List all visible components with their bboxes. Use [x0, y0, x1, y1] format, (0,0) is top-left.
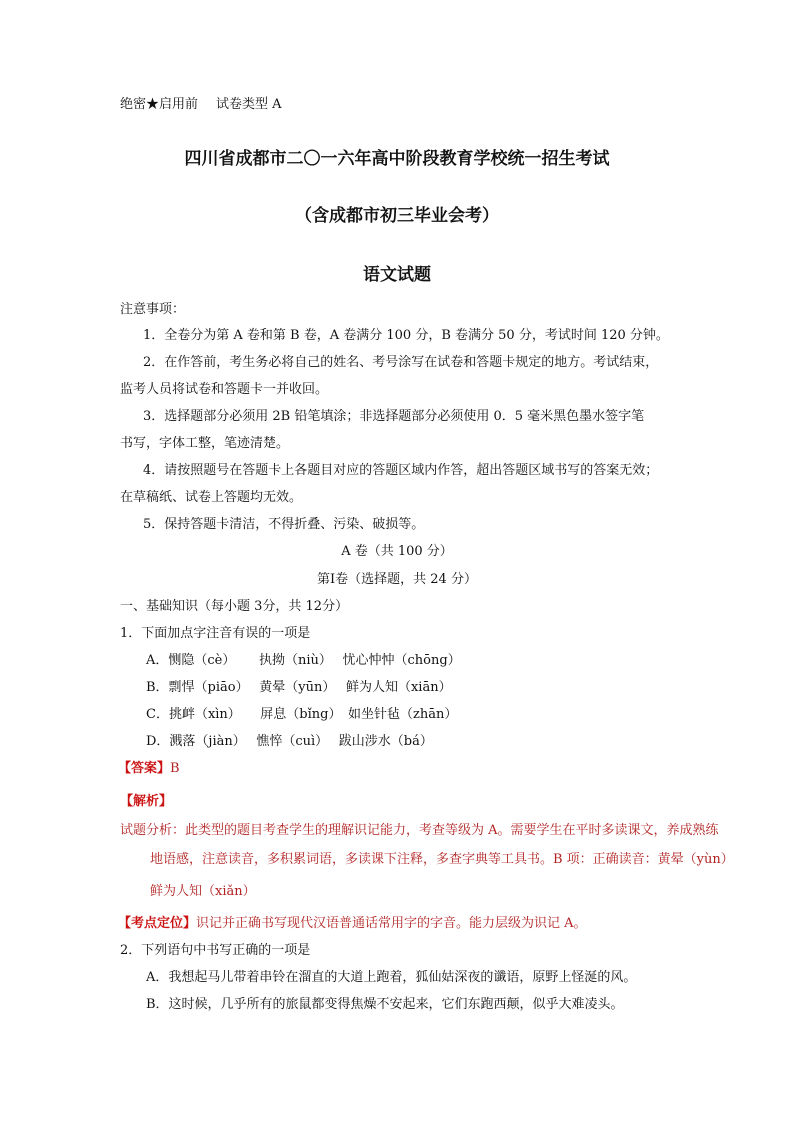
sub-title: （含成都市初三毕业会考）	[295, 206, 499, 226]
q2-stem: 2．下列语句中书写正确的一项是	[120, 943, 311, 958]
section-part1: 第Ⅰ卷（选择题，共 24 分）	[317, 572, 477, 587]
q1-stem: 1．下面加点字注音有误的一项是	[120, 626, 311, 641]
notice-item-4b: 在草稿纸、试卷上答题均无效。	[120, 490, 303, 505]
notice-heading: 注意事项：	[120, 302, 186, 317]
q1-option-b: B．剽悍（piāo） 黄晕（yūn） 鲜为人知（xiān）	[146, 680, 452, 695]
notice-item-3b: 书写，字体工整，笔迹清楚。	[120, 436, 290, 451]
analysis-line-2: 地语感，注意读音，多积累词语，多读课下注释，多查字典等工具书。B 项：正确读音：黄晕（yùn）	[150, 852, 734, 867]
section-basic: 一、基础知识（每小题 3分，共 12分）	[120, 599, 349, 614]
q1-option-c: C．挑衅（xìn） 屏息（bǐng） 如坐针毡（zhān）	[146, 707, 458, 722]
subject-title: 语文试题	[363, 265, 431, 285]
notice-item-4a: 4．请按照题号在答题卡上各题目对应的答题区域内作答，超出答题区域书写的答案无效；	[143, 463, 659, 478]
header-line	[120, 96, 282, 114]
point-tag: 【考点定位】	[118, 916, 197, 931]
q2-option-b: B．这时候，几乎所有的旅鼠都变得焦燥不安起来，它们东跑西颠，似乎大难凌头。	[146, 997, 624, 1012]
point-text: 识记并正确书写现代汉语普通话常用字的字音。能力层级为识记 A。	[196, 916, 587, 931]
main-title: 四川省成都市二〇一六年高中阶段教育学校统一招生考试	[184, 149, 610, 169]
q1-option-d: D．溅落（jiàn） 憔悴（cuì） 跋山涉水（bá）	[146, 734, 433, 749]
section-a-volume: A 卷（共 100 分）	[341, 544, 453, 559]
notice-item-3a: 3．选择题部分必须用 2B 铅笔填涂；非选择题部分必须使用 0．5 毫米黑色墨水签字笔	[143, 409, 645, 424]
q1-answer	[118, 760, 180, 778]
analysis-tag: 【解析】	[120, 794, 173, 809]
q1-point	[118, 915, 587, 933]
analysis-line-1: 试题分析：此类型的题目考查学生的理解识记能力，考查等级为 A。需要学生在平时多读课文，养成熟练	[120, 823, 719, 838]
notice-item-2a: 2．在作答前，考生务必将自己的姓名、考号涂写在试卷和答题卡规定的地方。考试结束，	[143, 355, 659, 370]
answer-value: B	[170, 761, 180, 776]
answer-tag: 【答案】	[118, 761, 171, 776]
analysis-line-3: 鲜为人知（xiǎn）	[150, 884, 256, 899]
secret-mark: 绝密★启用前	[120, 97, 199, 112]
notice-item-1: 1．全卷分为第 A 卷和第 B 卷，A 卷满分 100 分，B 卷满分 50 分，考试时间 120 分钟。	[143, 328, 669, 343]
notice-item-2b: 监考人员将试卷和答题卡一并收回。	[120, 382, 329, 397]
q2-option-a: A．我想起马儿带着串铃在溜直的大道上跑着，狐仙姑深夜的谶语，原野上怪涎的风。	[146, 970, 637, 985]
q1-option-a: A．恻隐（cè） 执拗（niù） 忧心忡忡（chōng）	[146, 653, 461, 668]
notice-item-5: 5．保持答题卡清洁，不得折叠、污染、破损等。	[143, 517, 425, 532]
paper-type: 试卷类型 A	[216, 97, 282, 112]
